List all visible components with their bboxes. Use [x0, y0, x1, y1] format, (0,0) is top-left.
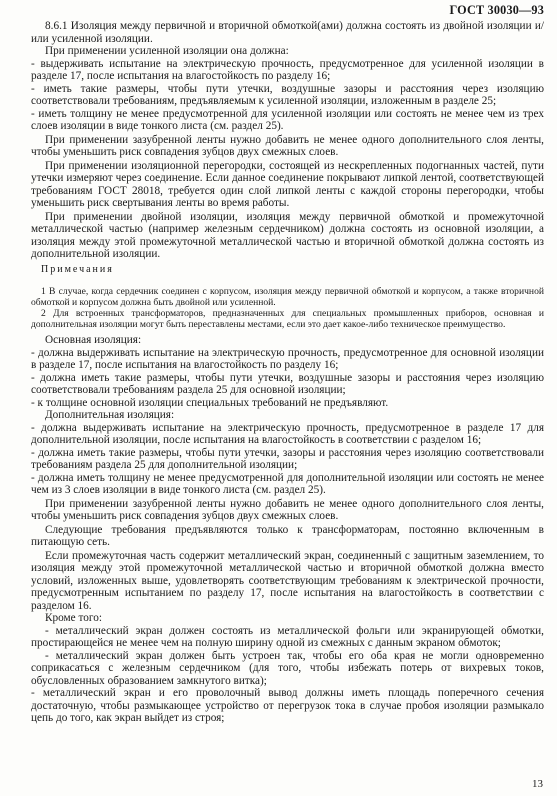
- document-code-header: ГОСТ 30030—93: [449, 3, 544, 17]
- list-item: - должна выдерживать испытание на электрическую прочность, предусмотренное в разделе 17 для дополнительной изоляции, после испытания на влагостойкость в соответствии с разделом 16;: [31, 421, 544, 447]
- paragraph: Если промежуточная часть содержит металлический экран, соединенный с защитным заземлением, то изоляция между этой промежуточной металлической частью и вторичной обмоткой должна вместо условий, изложенных выше, удовлетворять соответствующим требованиям к электрической прочности, предусмотренным испытанием по разделу 17, после испытания на влагостойкость в соответствии с разделом 16.: [31, 549, 544, 612]
- list-item: - металлический экран и его проволочный вывод должны иметь площадь поперечного сечения достаточную, чтобы размыкающее устройство от перегрузок тока в случае пробоя изоляции размыкало цепь до того, как экран выйдет из строя;: [31, 687, 544, 725]
- note-item: 2 Для встроенных трансформаторов, предназначенных для специальных промышленных приборов, основная и дополнительная изоляции могут быть переставлены местами, если это дает какое-либо техническое преимущество.: [31, 307, 544, 331]
- paragraph: При применении зазубренной ленты нужно добавить не менее одного дополнительного слоя ленты, чтобы уменьшить риск совпадения зубцов двух смежных слоев.: [31, 133, 544, 158]
- list-item: - к толщине основной изоляции специальных требований не предъявляют.: [31, 396, 389, 409]
- list-item: - иметь такие размеры, чтобы пути утечки, воздушные зазоры и расстояния через изоляцию соответствовали требованиям, предъявляемым к усиленной изоляции, изложенным в разделе 25;: [31, 82, 544, 107]
- list-item: - выдерживать испытание на электрическую прочность, предусмотренное для усиленной изоляции в разделе 17, после испытания на влагостойкость по разделу 16;: [31, 57, 544, 82]
- paragraph: При применении зазубренной ленты нужно добавить не менее одного дополнительного слоя ленты, чтобы уменьшить риск совпадения зубцов двух смежных слоев.: [31, 497, 544, 523]
- paragraph: Дополнительная изоляция:: [45, 409, 175, 422]
- body-top: [31, 20, 544, 261]
- page-number: 13: [532, 778, 543, 790]
- note-item: 1 В случае, когда сердечник соединен с корпусом, изоляция между первичной обмоткой и корпусом, а также вторичной обмоткой и корпусом должна быть двойной или усиленной.: [31, 285, 544, 308]
- paragraph: Основная изоляция:: [45, 334, 142, 347]
- notes-block: [31, 264, 544, 331]
- paragraph: Кроме того:: [45, 612, 102, 625]
- paragraph: При применении усиленной изоляции она должна:: [45, 45, 289, 57]
- paragraph: 8.6.1 Изоляция между первичной и вторичной обмоткой(ами) должна состоять из двойной изоляции и/или усиленной изоляции.: [31, 20, 544, 45]
- list-item: - должна выдерживать испытание на электрическую прочность, предусмотренное для основной изоляции в разделе 17, после испытания на влагостойкость по разделу 16;: [31, 346, 544, 372]
- list-item: - металлический экран должен быть устроен так, чтобы его оба края не могли одновременно соприкасаться с железным сердечником (для того, чтобы избежать потерь от вихревых токов, обусловленных образованием замкнутого витка);: [31, 649, 544, 687]
- list-item: - должна иметь толщину не менее предусмотренной для дополнительной изоляции или состоять не менее чем из 3 слоев изоляции в виде тонкого листа (см. раздел 25).: [31, 471, 544, 497]
- paragraph: Следующие требования предъявляются только к трансформаторам, постоянно включенным в питающую сеть.: [31, 523, 544, 549]
- list-item: - металлический экран должен состоять из металлической фольги или экранирующей обмотки, простирающейся не менее чем на полную ширину одной из смежных с данным экраном обмоток;: [31, 624, 544, 650]
- list-item: - иметь толщину не менее предусмотренной для усиленной изоляции или состоять не менее чем из трех слоев изоляции в виде тонкого листа (см. раздел 25).: [31, 107, 544, 132]
- paragraph: При применении двойной изоляции, изоляция между первичной обмоткой и промежуточной металлической частью (например железным сердечником) должна состоять из основной изоляции, а изоляция между этой промежуточной металлической частью и вторичной обмоткой должна состоять из дополнительной изоляции.: [31, 210, 544, 260]
- notes-heading: Примечания: [41, 263, 114, 275]
- body-bottom: [31, 334, 544, 725]
- list-item: - должна иметь такие размеры, чтобы пути утечки, зазоры и расстояния через изоляцию соответствовали требованиям раздела 25 для дополнительной изоляции;: [31, 446, 544, 472]
- list-item: - должна иметь такие размеры, чтобы пути утечки, воздушные зазоры и расстояния через изоляцию соответствовали требованиям раздела 25 для основной изоляции;: [31, 371, 544, 397]
- paragraph: При применении изоляционной перегородки, состоящей из нескрепленных подогнанных частей, пути утечки измеряют через соединение. Если данное соединение покрывают липкой лентой, соответствующей требованиям ГОСТ 28018, требуется один слой липкой ленты с каждой стороны перегородки, чтобы уменьшить риск свертывания ленты во время работы.: [31, 159, 544, 209]
